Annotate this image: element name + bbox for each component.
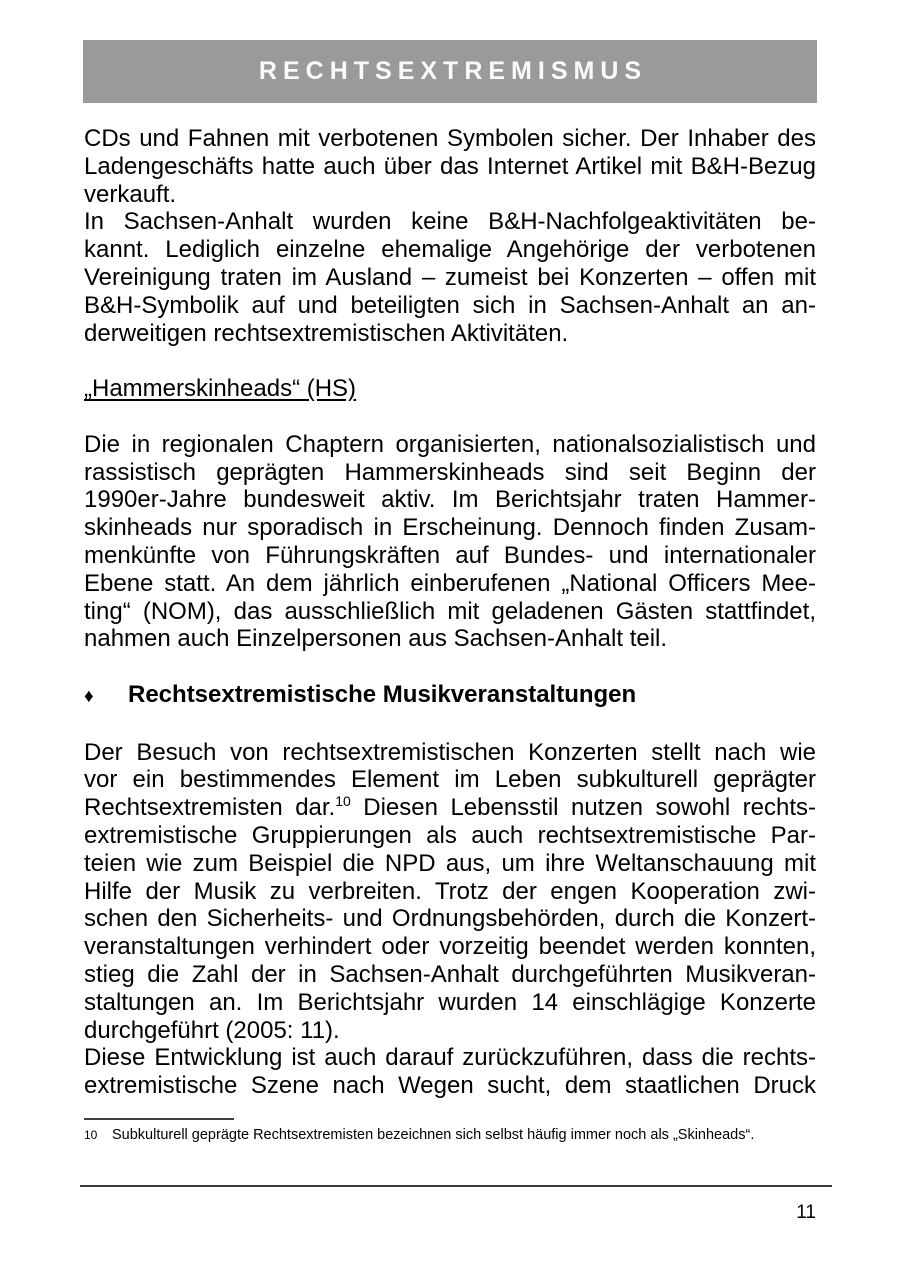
text-line: durchgeführt (2005: 11). [84, 1016, 340, 1044]
text-line: Diese Entwicklung ist auch darauf zurückzuführen, dass die rechts- [84, 1044, 816, 1072]
footnote-marker: 10 [84, 1127, 98, 1142]
text-line: extremistische Szene nach Wegen sucht, dem staatlichen Druck [84, 1072, 816, 1100]
text-line: nahmen auch Einzelpersonen aus Sachsen-Anhalt teil. [84, 625, 668, 653]
text-line: Der Besuch von rechtsextremistischen Konzerten stellt nach wie [84, 738, 816, 766]
text-line: derweitigen rechtsextremistischen Aktivitäten. [84, 319, 569, 347]
text-line: rassistisch geprägten Hammerskinheads sind seit Beginn der [84, 458, 816, 486]
text-line: Ebene statt. An dem jährlich einberufenen „National Officers Mee- [84, 569, 816, 597]
text-line: schen den Sicherheits- und Ordnungsbehörden, durch die Konzert- [84, 905, 816, 933]
paragraph [84, 208, 816, 347]
text-line: 1990er-Jahre bundesweit aktiv. Im Berichtsjahr traten Hammer- [84, 486, 816, 514]
paragraph [84, 125, 816, 208]
footnote-separator [84, 1118, 234, 1120]
text-line: verkauft. [84, 180, 177, 208]
subsection-heading: „Hammerskinheads“ (HS) [84, 375, 357, 403]
text-line [84, 794, 816, 822]
text-line: In Sachsen-Anhalt wurden keine B&H-Nachfolgeaktivitäten be- [84, 208, 816, 236]
text-line: B&H-Symbolik auf und beteiligten sich in Sachsen-Anhalt an an- [84, 291, 816, 319]
section-header-bar [83, 40, 817, 103]
diamond-bullet-icon: ♦ [84, 685, 94, 707]
text-line: kannt. Lediglich einzelne ehemalige Angehörige der verbotenen [84, 236, 816, 264]
topic-heading: Rechtsextremistische Musikveranstaltungen [128, 680, 637, 708]
text-line: stieg die Zahl der in Sachsen-Anhalt durchgeführten Musikveran- [84, 960, 816, 988]
text-line: ting“ (NOM), das ausschließlich mit geladenen Gästen stattfindet, [84, 597, 816, 625]
paragraph [84, 1044, 816, 1100]
footer-rule [80, 1185, 832, 1187]
footnote [84, 1126, 816, 1145]
footnote-ref: 10 [335, 793, 351, 810]
page-number: 11 [796, 1202, 816, 1223]
text-line: staltungen an. Im Berichtsjahr wurden 14 einschlägige Konzerte [84, 988, 816, 1016]
text-line: teien wie zum Beispiel die NPD aus, um ihre Weltanschauung mit [84, 849, 816, 877]
text-line: vor ein bestimmendes Element im Leben subkulturell geprägter [84, 766, 816, 794]
text-segment: Rechtsextremisten dar. [84, 794, 336, 822]
topic-heading-row [84, 681, 816, 711]
text-line: menkünfte von Führungskräften auf Bundes- und internationaler [84, 541, 816, 569]
text-line: Ladengeschäfts hatte auch über das Internet Artikel mit B&H-Bezug [84, 152, 816, 180]
text-line: Die in regionalen Chaptern organisierten, nationalsozialistisch und [84, 430, 816, 458]
section-title: RECHTSEXTREMISMUS [258, 57, 648, 85]
footnote-text: Subkulturell geprägte Rechtsextremisten bezeichnen sich selbst häufig immer noch als „Skinheads“. [112, 1126, 755, 1143]
paragraph [84, 431, 816, 653]
text-line: veranstaltungen verhindert oder vorzeitig beendet werden konnten, [84, 933, 816, 961]
text-segment: Diesen Lebensstil nutzen sowohl rechts- [350, 794, 817, 822]
page-content [84, 125, 816, 1145]
text-line: Vereinigung traten im Ausland – zumeist bei Konzerten – offen mit [84, 263, 816, 291]
text-line: skinheads nur sporadisch in Erscheinung. Dennoch finden Zusam- [84, 514, 816, 542]
text-line: extremistische Gruppierungen als auch rechtsextremistische Par- [84, 821, 816, 849]
text-line: CDs und Fahnen mit verbotenen Symbolen sicher. Der Inhaber des [84, 125, 816, 152]
paragraph [84, 739, 816, 1045]
text-line: Hilfe der Musik zu verbreiten. Trotz der engen Kooperation zwi- [84, 877, 816, 905]
